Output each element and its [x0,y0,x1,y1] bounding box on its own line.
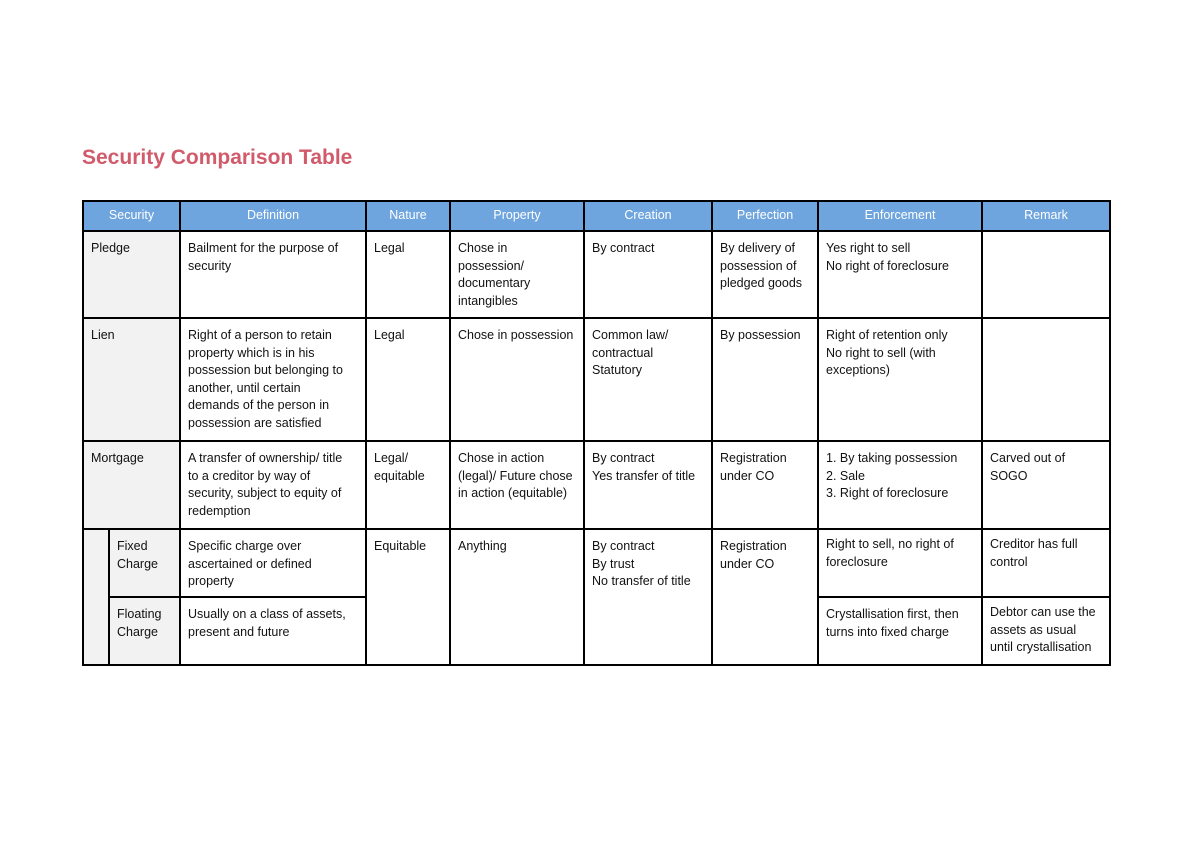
creation-cell: By contract By trust No transfer of title [584,529,712,665]
security-comparison-table [82,200,1111,666]
remark-cell: Debtor can use the assets as usual until crystallisation [982,597,1110,665]
enforcement-cell: Right to sell, no right of foreclosure [818,529,982,597]
nature-cell: Legal/ equitable [366,441,450,529]
creation-cell: By contract Yes transfer of title [584,441,712,529]
perfection-cell: By possession [712,318,818,441]
property-cell: Chose in possession [450,318,584,441]
charge-group-bar [83,529,109,665]
header-enforcement: Enforcement [818,201,982,231]
enforcement-cell: Right of retention only No right to sell (with exceptions) [818,318,982,441]
header-remark: Remark [982,201,1110,231]
header-perfection: Perfection [712,201,818,231]
header-definition: Definition [180,201,366,231]
table-row-mortgage [83,441,1110,529]
nature-cell: Legal [366,318,450,441]
perfection-cell: Registration under CO [712,441,818,529]
property-cell: Chose in action (legal)/ Future chose in action (equitable) [450,441,584,529]
property-cell: Anything [450,529,584,665]
page-title: Security Comparison Table [82,146,353,169]
security-name-pledge: Pledge [83,231,180,318]
table-row-pledge [83,231,1110,318]
table-row-lien [83,318,1110,441]
security-name-lien: Lien [83,318,180,441]
perfection-cell: Registration under CO [712,529,818,665]
definition-cell: Right of a person to retain property which is in his possession but belonging to another, until certain demands of the person in possession are satisfied [180,318,366,441]
table-header-row [83,201,1110,231]
remark-cell [982,318,1110,441]
definition-cell: Usually on a class of assets, present and future [180,597,366,665]
creation-cell: Common law/ contractual Statutory [584,318,712,441]
property-cell: Chose in possession/ documentary intangibles [450,231,584,318]
security-name-floating-charge: Floating Charge [109,597,180,665]
nature-cell: Equitable [366,529,450,665]
header-property: Property [450,201,584,231]
remark-cell: Creditor has full control [982,529,1110,597]
enforcement-cell: Crystallisation first, then turns into fixed charge [818,597,982,665]
definition-cell: Specific charge over ascertained or defined property [180,529,366,597]
header-nature: Nature [366,201,450,231]
perfection-cell: By delivery of possession of pledged goods [712,231,818,318]
table-row-fixed-charge [83,529,1110,597]
security-name-fixed-charge: Fixed Charge [109,529,180,597]
remark-cell [982,231,1110,318]
header-creation: Creation [584,201,712,231]
creation-cell: By contract [584,231,712,318]
header-security: Security [83,201,180,231]
definition-cell: Bailment for the purpose of security [180,231,366,318]
definition-cell: A transfer of ownership/ title to a creditor by way of security, subject to equity of redemption [180,441,366,529]
enforcement-cell: Yes right to sell No right of foreclosure [818,231,982,318]
remark-cell: Carved out of SOGO [982,441,1110,529]
security-name-mortgage: Mortgage [83,441,180,529]
nature-cell: Legal [366,231,450,318]
enforcement-cell: 1. By taking possession 2. Sale 3. Right of foreclosure [818,441,982,529]
